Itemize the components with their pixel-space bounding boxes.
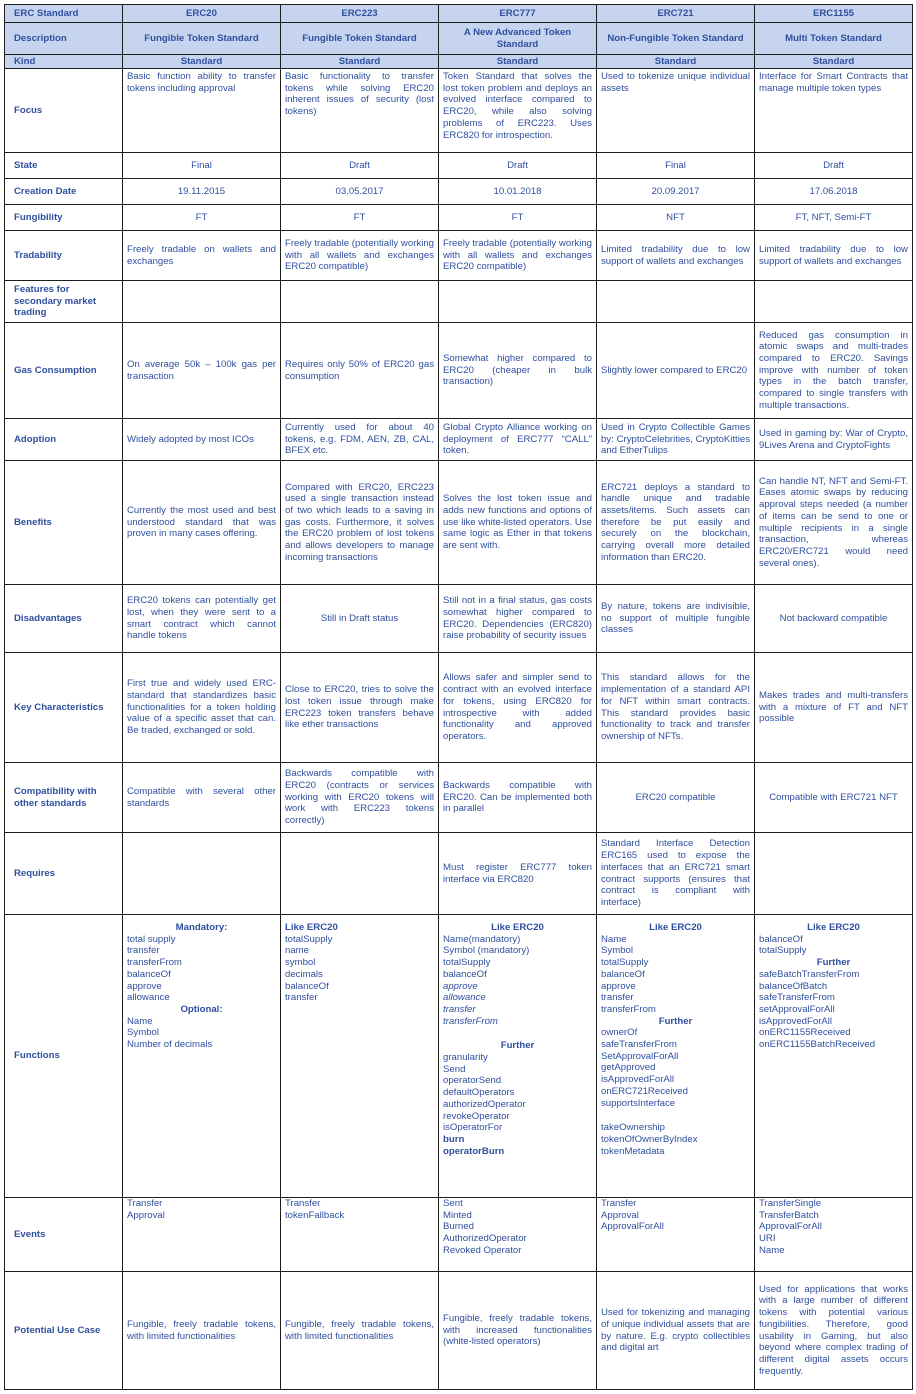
events-cell — [439, 1198, 597, 1272]
row-label: Creation Date — [5, 179, 123, 205]
fungibility-cell: FT — [281, 205, 439, 231]
function-item: Symbol — [601, 945, 633, 957]
event-item: Approval — [601, 1209, 639, 1221]
function-item: Name(mandatory) — [443, 933, 521, 945]
focus-cell: Token Standard that solves the lost token problem and deploys an evolved interface compared to ERC20, while also solving problems of ERC223. Uses ERC820 for introspection. — [439, 69, 597, 153]
function-item: isApprovedForAll — [759, 1015, 833, 1027]
events-cell — [755, 1198, 913, 1272]
row-label: Tradability — [5, 231, 123, 281]
function-item: allowance — [127, 992, 170, 1004]
description-cell: Fungible Token Standard — [123, 23, 281, 55]
function-item: transfer — [601, 992, 634, 1004]
compatibility-cell: Backwards compatible with ERC20. Can be implemented both in parallel — [439, 763, 597, 833]
function-item: approve — [443, 980, 478, 992]
adoption-cell: Used in Crypto Collectible Games by: CryptoCelebrities, CryptoKitties and EtherTulips — [597, 419, 755, 461]
functions-cell — [439, 915, 597, 1198]
function-item: isApprovedForAll — [601, 1074, 675, 1086]
function-item: Further — [658, 1015, 693, 1027]
key-characteristics-cell: Allows safer and simpler send to contract with an evolved interface for tokens, using ERC820 for introspective with added functionality and approved operators. — [439, 653, 597, 763]
adoption-cell: Used in gaming by: War of Crypto, 9Lives Arena and CryptoFights — [755, 419, 913, 461]
functions-cell — [597, 915, 755, 1198]
benefits-cell: ERC721 deploys a standard to handle unique and tradable assets/items. Such assets can therefore be put easily and securely on the blockchain, carrying overall more detailed information than ERC20. — [597, 461, 755, 585]
event-item: TransferSingle — [759, 1198, 822, 1209]
functions-cell — [123, 915, 281, 1198]
use-case-cell: Used for applications that works with a large number of different tokens with potential various fungibilities. Therefore, good usability in Gaming, but also beyond where complex trading of different digital assets occurs frequently. — [755, 1272, 913, 1390]
event-item: Revoked Operator — [443, 1244, 522, 1256]
description-cell: Non-Fungible Token Standard — [597, 23, 755, 55]
functions-cell — [281, 915, 439, 1198]
disadvantages-cell: Still not in a final status, gas costs somewhat higher compared to ERC20. Dependencies (ERC820) raise probability of security issues — [439, 585, 597, 653]
function-item: totalSupply — [285, 933, 333, 945]
function-item: setApprovalForAll — [759, 1003, 835, 1015]
creation-date-cell: 17.06.2018 — [755, 179, 913, 205]
tradability-cell: Freely tradable (potentially working with all wallets and exchanges ERC20 compatible) — [439, 231, 597, 281]
gas-consumption-cell: Somewhat higher compared to ERC20 (cheaper in bulk transaction) — [439, 323, 597, 419]
function-item: balanceOf — [127, 968, 171, 980]
secondary-market-cell — [123, 281, 281, 323]
row-label: Fungibility — [5, 205, 123, 231]
event-item: Transfer — [601, 1198, 637, 1209]
function-item: Like ERC20 — [807, 922, 860, 933]
focus-cell: Interface for Smart Contracts that manage multiple token types — [755, 69, 913, 153]
disadvantages-cell: Not backward compatible — [755, 585, 913, 653]
kind-cell: Standard — [597, 55, 755, 69]
compatibility-cell: Compatible with several other standards — [123, 763, 281, 833]
description-cell: Fungible Token Standard — [281, 23, 439, 55]
gas-consumption-cell: On average 50k – 100k gas per transaction — [123, 323, 281, 419]
key-characteristics-cell: First true and widely used ERC-standard that standardizes basic functionalities for a token holding value of a specific asset that can. Be traded, exchanged or sold. — [123, 653, 281, 763]
creation-date-cell: 10.01.2018 — [439, 179, 597, 205]
function-item: SetApprovalForAll — [601, 1050, 679, 1062]
description-cell: Multi Token Standard — [755, 23, 913, 55]
functions-cell — [755, 915, 913, 1198]
fungibility-row — [5, 205, 913, 231]
function-item: Number of decimals — [127, 1039, 213, 1051]
tradability-cell: Freely tradable on wallets and exchanges — [123, 231, 281, 281]
function-item: balanceOfBatch — [759, 980, 828, 992]
function-item: ownerOf — [601, 1027, 638, 1039]
tradability-cell: Freely tradable (potentially working with all wallets and exchanges ERC20 compatible) — [281, 231, 439, 281]
requires-cell — [281, 833, 439, 915]
use-case-cell: Fungible, freely tradable tokens, with limited functionalities — [123, 1272, 281, 1390]
state-cell: Final — [597, 153, 755, 179]
disadvantages-cell: Still in Draft status — [281, 585, 439, 653]
function-item: balanceOf — [601, 968, 645, 980]
requires-cell: Standard Interface Detection ERC165 used to expose the interfaces that an ERC721 smart contract supports (ensures that contract is compliant with interface) — [597, 833, 755, 915]
function-item: Send — [443, 1063, 466, 1075]
row-label: Key Characteristics — [5, 653, 123, 763]
row-label: Benefits — [5, 461, 123, 585]
events-cell — [123, 1198, 281, 1272]
adoption-row — [5, 419, 913, 461]
event-item: Approval — [127, 1209, 165, 1221]
event-item: Minted — [443, 1209, 472, 1221]
row-label: State — [5, 153, 123, 179]
disadvantages-cell: By nature, tokens are indivisible, no support of multiple fungible classes — [597, 585, 755, 653]
event-item: TransferBatch — [759, 1209, 819, 1221]
kind-cell: Standard — [439, 55, 597, 69]
function-item: Mandatory: — [175, 922, 228, 933]
function-item: operatorSend — [443, 1075, 502, 1087]
events-cell — [281, 1198, 439, 1272]
functions-row — [5, 915, 913, 1198]
function-item: approve — [601, 980, 636, 992]
function-item: defaultOperators — [443, 1087, 515, 1099]
function-item: totalSupply — [601, 957, 649, 969]
event-item: Sent — [443, 1198, 463, 1209]
kind-row — [5, 55, 913, 69]
event-item: Burned — [443, 1221, 474, 1233]
gas-consumption-cell: Requires only 50% of ERC20 gas consumption — [281, 323, 439, 419]
key-characteristics-cell: Close to ERC20, tries to solve the lost token issue through make ERC223 token transfers behave like ether transactions — [281, 653, 439, 763]
fungibility-cell: NFT — [597, 205, 755, 231]
use-case-cell: Used for tokenizing and managing of unique individual assets that are by nature. E.g. crypto collectibles and digital art — [597, 1272, 755, 1390]
function-item: tokenMetadata — [601, 1145, 665, 1157]
function-item: takeOwnership — [601, 1122, 665, 1134]
fungibility-cell: FT — [123, 205, 281, 231]
function-item: approve — [127, 980, 162, 992]
function-item: Further — [816, 957, 851, 969]
benefits-cell: Compared with ERC20, ERC223 used a single transaction instead of two which leads to a saving in gas costs. Furthermore, it solves the ERC20 problem of lost tokens and allows developers to manage incoming transactions — [281, 461, 439, 585]
row-label: Focus — [5, 69, 123, 153]
function-item: getApproved — [601, 1062, 656, 1074]
row-label: Features for secondary market trading — [5, 281, 123, 323]
compatibility-cell: Backwards compatible with ERC20 (contracts or services working with ERC20 tokens will work with ERC223 tokens correctly) — [281, 763, 439, 833]
function-item: authorizedOperator — [443, 1098, 526, 1110]
function-item: transferFrom — [127, 957, 182, 969]
row-label: ERC Standard — [5, 5, 123, 23]
function-item: total supply — [127, 933, 176, 945]
function-item: tokenOfOwnerByIndex — [601, 1133, 698, 1145]
row-label: Adoption — [5, 419, 123, 461]
function-item: totalSupply — [759, 945, 807, 957]
function-item: name — [285, 945, 309, 957]
disadvantages-row — [5, 585, 913, 653]
function-item: burn — [443, 1133, 465, 1145]
column-header-erc1155: ERC1155 — [755, 5, 913, 23]
function-item: Name — [601, 933, 627, 945]
function-item: transfer — [127, 945, 160, 957]
compatibility-row — [5, 763, 913, 833]
state-cell: Draft — [755, 153, 913, 179]
focus-cell: Used to tokenize unique individual assets — [597, 69, 755, 153]
row-label: Functions — [5, 915, 123, 1198]
function-item: Like ERC20 — [285, 922, 338, 933]
compatibility-cell: ERC20 compatible — [597, 763, 755, 833]
function-item: balanceOf — [443, 968, 487, 980]
function-item: Optional: — [180, 1003, 223, 1015]
secondary-market-cell — [597, 281, 755, 323]
column-header-erc20: ERC20 — [123, 5, 281, 23]
description-cell: A New Advanced Token Standard — [439, 23, 597, 55]
function-item: safeBatchTransferFrom — [759, 968, 860, 980]
event-item: tokenFallback — [285, 1209, 345, 1221]
row-label: Compatibility with other standards — [5, 763, 123, 833]
adoption-cell: Widely adopted by most ICOs — [123, 419, 281, 461]
requires-cell — [755, 833, 913, 915]
focus-cell: Basic functionality to transfer tokens while solving ERC20 inherent issues of security (lost tokens) — [281, 69, 439, 153]
adoption-cell: Currently used for about 40 tokens, e.g. FDM, AEN, ZB, CAL, BFEX etc. — [281, 419, 439, 461]
function-item: balanceOf — [759, 933, 803, 945]
row-label: Events — [5, 1198, 123, 1272]
event-item: Name — [759, 1244, 785, 1256]
column-header-erc721: ERC721 — [597, 5, 755, 23]
description-row — [5, 23, 913, 55]
function-item: Like ERC20 — [491, 922, 544, 933]
gas-consumption-row — [5, 323, 913, 419]
focus-row — [5, 69, 913, 153]
state-cell: Final — [123, 153, 281, 179]
row-label: Description — [5, 23, 123, 55]
function-item: Symbol — [127, 1027, 159, 1039]
function-item: safeTransferFrom — [759, 992, 835, 1004]
tradability-cell: Limited tradability due to low support of wallets and exchanges — [597, 231, 755, 281]
erc-comparison-table — [4, 4, 913, 1390]
tradability-cell: Limited tradability due to low support of wallets and exchanges — [755, 231, 913, 281]
requires-cell — [123, 833, 281, 915]
function-item: isOperatorFor — [443, 1122, 503, 1134]
benefits-row — [5, 461, 913, 585]
adoption-cell: Global Crypto Alliance working on deployment of ERC777 “CALL” token. — [439, 419, 597, 461]
kind-cell: Standard — [123, 55, 281, 69]
function-item: onERC1155Received — [759, 1027, 851, 1039]
function-item: Like ERC20 — [649, 922, 702, 933]
benefits-cell: Solves the lost token issue and adds new functions and options of use like white-listed operators. Use same logic as Ether in that tokens are sent with. — [439, 461, 597, 585]
fungibility-cell: FT — [439, 205, 597, 231]
tradability-row — [5, 231, 913, 281]
disadvantages-cell: ERC20 tokens can potentially get lost, when they were sent to a smart contract which cannot handle tokens — [123, 585, 281, 653]
secondary-market-row — [5, 281, 913, 323]
fungibility-cell: FT, NFT, Semi-FT — [755, 205, 913, 231]
gas-consumption-cell: Reduced gas consumption in atomic swaps and multi-trades compared to ERC20. Savings improve with number of token types in the batch transfer, compared to single transfers with multiple transactions. — [755, 323, 913, 419]
function-item: onERC1155BatchReceived — [759, 1039, 876, 1051]
key-characteristics-cell: Makes trades and multi-transfers with a mixture of FT and NFT possible — [755, 653, 913, 763]
requires-row — [5, 833, 913, 915]
event-item: Transfer — [127, 1198, 163, 1209]
compatibility-cell: Compatible with ERC721 NFT — [755, 763, 913, 833]
row-label: Potential Use Case — [5, 1272, 123, 1390]
function-item: granularity — [443, 1052, 488, 1064]
events-row — [5, 1198, 913, 1272]
function-item: operatorBurn — [443, 1145, 505, 1157]
function-item: allowance — [443, 992, 486, 1004]
use-case-cell: Fungible, freely tradable tokens, with limited functionalities — [281, 1272, 439, 1390]
header-row — [5, 5, 913, 23]
secondary-market-cell — [281, 281, 439, 323]
creation-date-row — [5, 179, 913, 205]
row-label: Disadvantages — [5, 585, 123, 653]
gas-consumption-cell: Slightly lower compared to ERC20 — [597, 323, 755, 419]
function-item: onERC721Received — [601, 1085, 688, 1097]
event-item: ApprovalForAll — [601, 1221, 664, 1233]
column-header-erc777: ERC777 — [439, 5, 597, 23]
events-cell — [597, 1198, 755, 1272]
function-item: Symbol (mandatory) — [443, 945, 530, 957]
kind-cell: Standard — [281, 55, 439, 69]
benefits-cell: Can handle NT, NFT and Semi-FT. Eases atomic swaps by reducing approval steps needed (a number of items can be send to one or multiple recipients in a single transaction, whereas ERC20/ERC721 would need several ones). — [755, 461, 913, 585]
row-label: Gas Consumption — [5, 323, 123, 419]
function-item: safeTransferFrom — [601, 1039, 677, 1051]
key-characteristics-cell: This standard allows for the implementation of a standard API for NFT within smart contracts. This standard provides basic functionality to track and transfer ownership of NFTs. — [597, 653, 755, 763]
requires-cell: Must register ERC777 token interface via ERC820 — [439, 833, 597, 915]
function-item: supportsInterface — [601, 1097, 676, 1109]
secondary-market-cell — [755, 281, 913, 323]
use-case-row — [5, 1272, 913, 1390]
event-item: URI — [759, 1233, 776, 1245]
function-item: balanceOf — [285, 980, 329, 992]
focus-cell: Basic function ability to transfer tokens including approval — [123, 69, 281, 153]
function-item: Further — [500, 1040, 535, 1052]
event-item: AuthorizedOperator — [443, 1233, 527, 1245]
function-item: revokeOperator — [443, 1110, 510, 1122]
function-item: transfer — [285, 992, 318, 1004]
creation-date-cell: 19.11.2015 — [123, 179, 281, 205]
function-item: transferFrom — [601, 1003, 656, 1015]
kind-cell: Standard — [755, 55, 913, 69]
row-label: Kind — [5, 55, 123, 69]
key-characteristics-row — [5, 653, 913, 763]
function-item: transferFrom — [443, 1015, 498, 1027]
creation-date-cell: 20.09.2017 — [597, 179, 755, 205]
event-item: Transfer — [285, 1198, 321, 1209]
function-item: decimals — [285, 968, 323, 980]
function-item: transfer — [443, 1003, 476, 1015]
state-cell: Draft — [439, 153, 597, 179]
benefits-cell: Currently the most used and best understood standard that was proven in many cases offering. — [123, 461, 281, 585]
state-cell: Draft — [281, 153, 439, 179]
secondary-market-cell — [439, 281, 597, 323]
creation-date-cell: 03.05.2017 — [281, 179, 439, 205]
row-label: Requires — [5, 833, 123, 915]
function-item: totalSupply — [443, 957, 491, 969]
use-case-cell: Fungible, freely tradable tokens, with increased functionalities (white-listed operators) — [439, 1272, 597, 1390]
state-row — [5, 153, 913, 179]
function-item: Name — [127, 1015, 153, 1027]
column-header-erc223: ERC223 — [281, 5, 439, 23]
event-item: ApprovalForAll — [759, 1221, 822, 1233]
function-item: symbol — [285, 957, 316, 969]
